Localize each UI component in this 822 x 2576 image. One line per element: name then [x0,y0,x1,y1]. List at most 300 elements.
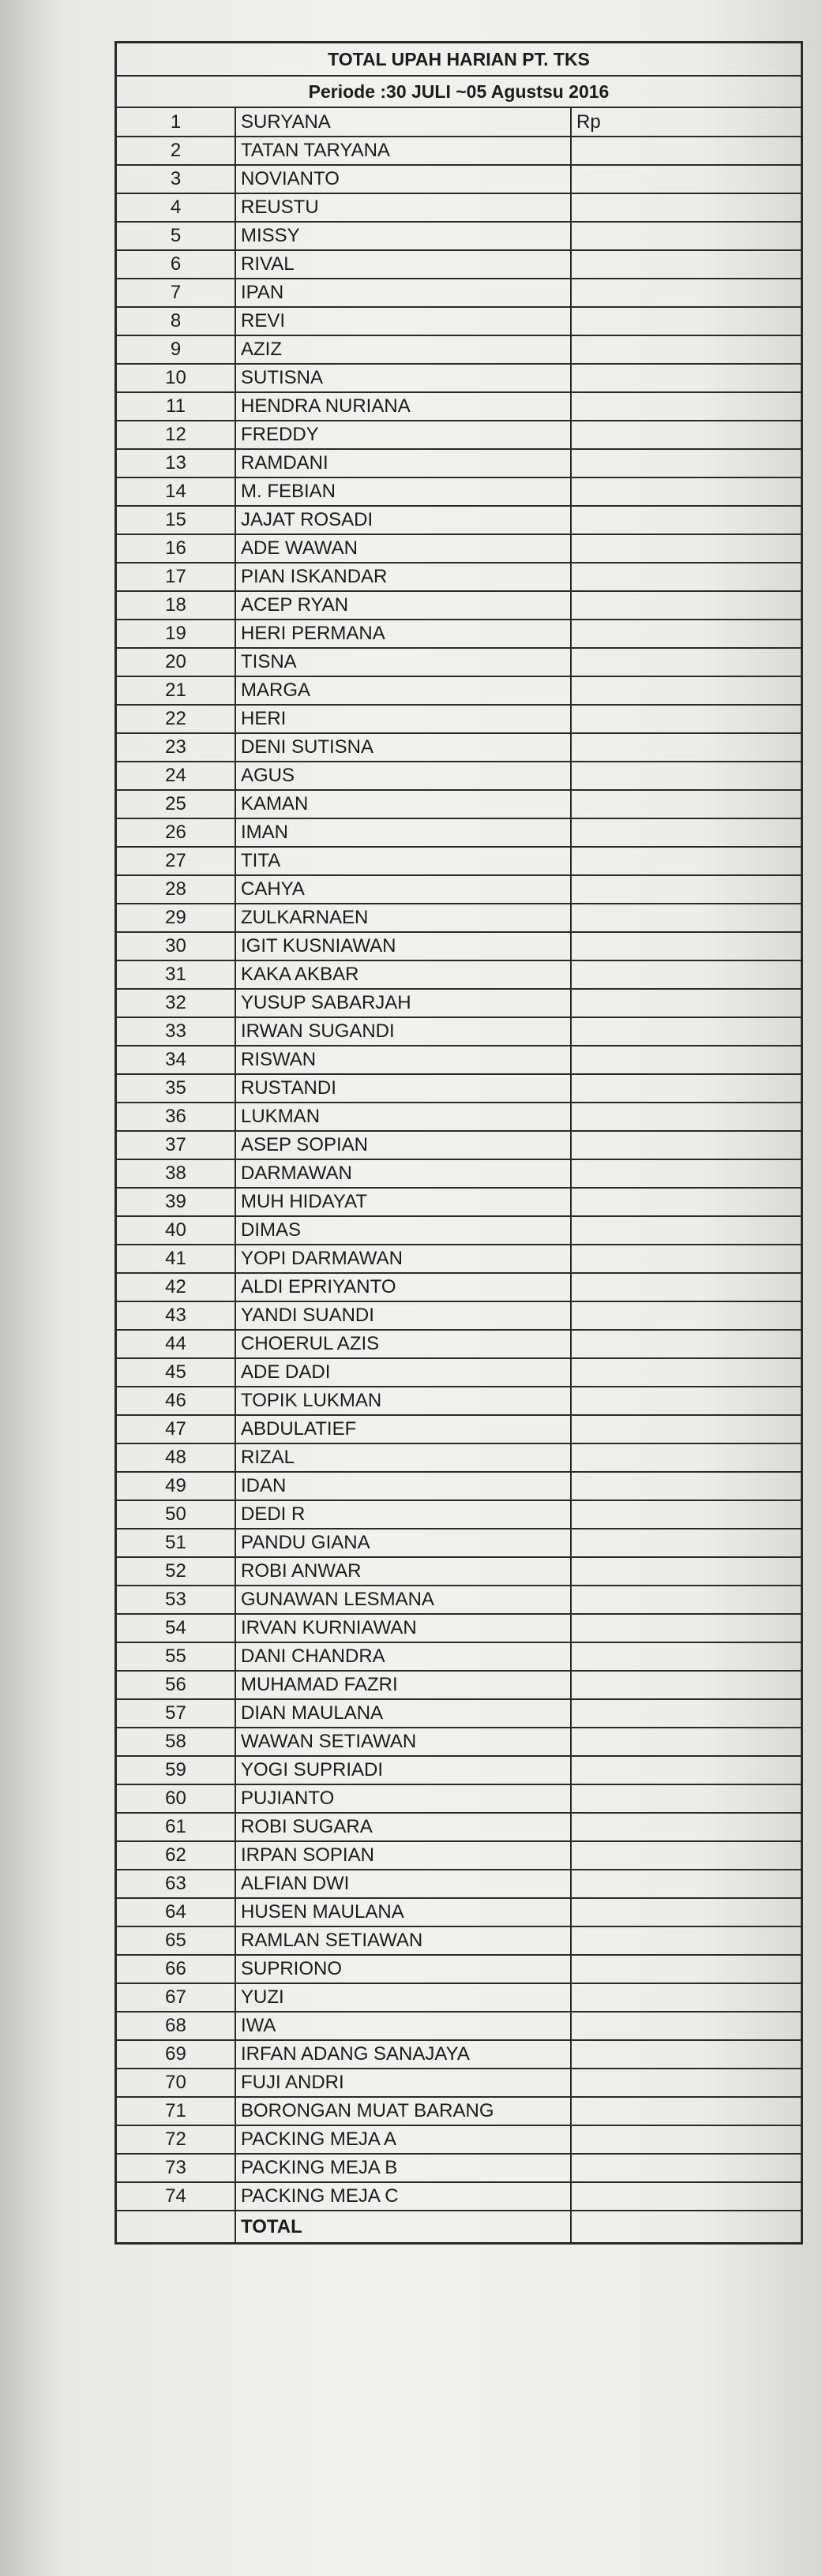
table-row [117,1557,801,1586]
employee-name: WAWAN SETIAWAN [235,1728,571,1756]
table-row [117,1955,801,1983]
employee-name: DARMAWAN [235,1159,571,1188]
employee-name: TISNA [235,648,571,676]
amount-cell [571,1017,801,1046]
employee-name: AZIZ [235,335,571,364]
amount-cell [571,165,801,193]
amount-cell [571,1614,801,1642]
employee-name: DIAN MAULANA [235,1699,571,1728]
amount-cell [571,1415,801,1443]
employee-name: HUSEN MAULANA [235,1898,571,1926]
table-row [117,2040,801,2069]
amount-cell [571,1529,801,1557]
table-row [117,1926,801,1955]
employee-name: JAJAT ROSADI [235,506,571,534]
table-row [117,705,801,733]
table-row [117,1784,801,1813]
row-number: 41 [117,1245,235,1273]
row-number: 61 [117,1813,235,1841]
table-row [117,676,801,705]
employee-name: PACKING MEJA A [235,2125,571,2154]
amount-cell [571,279,801,307]
amount-cell [571,2154,801,2182]
table-row [117,2012,801,2040]
table-row [117,1699,801,1728]
row-number: 50 [117,1500,235,1529]
table-row [117,222,801,250]
table-row [117,2154,801,2182]
amount-cell: Rp [571,108,801,137]
total-amount-cell [571,2211,801,2242]
period-label: Periode :30 JULI ~05 Agustsu 2016 [117,77,801,108]
row-number: 24 [117,762,235,790]
amount-cell [571,932,801,960]
amount-cell [571,1273,801,1301]
amount-cell [571,364,801,392]
amount-cell [571,1784,801,1813]
row-number: 54 [117,1614,235,1642]
amount-cell [571,847,801,875]
table-row [117,1756,801,1784]
table-row [117,847,801,875]
row-number: 12 [117,421,235,449]
amount-cell [571,1188,801,1216]
amount-cell [571,705,801,733]
amount-cell [571,137,801,165]
amount-cell [571,620,801,648]
employee-name: YOPI DARMAWAN [235,1245,571,1273]
table-row [117,620,801,648]
row-number: 21 [117,676,235,705]
row-number: 26 [117,818,235,847]
amount-cell [571,2125,801,2154]
employee-name: M. FEBIAN [235,477,571,506]
amount-cell [571,1074,801,1103]
row-number: 66 [117,1955,235,1983]
table-row [117,421,801,449]
amount-cell [571,1103,801,1131]
employee-name: SURYANA [235,108,571,137]
amount-cell [571,1870,801,1898]
employee-name: TOPIK LUKMAN [235,1387,571,1415]
table-row [117,1188,801,1216]
amount-cell [571,818,801,847]
amount-cell [571,676,801,705]
employee-name: KAMAN [235,790,571,818]
employee-name: RISWAN [235,1046,571,1074]
row-number: 32 [117,989,235,1017]
table-row [117,932,801,960]
amount-cell [571,1046,801,1074]
employee-name: HERI PERMANA [235,620,571,648]
table-row [117,506,801,534]
row-number: 63 [117,1870,235,1898]
row-number: 52 [117,1557,235,1586]
row-number: 6 [117,250,235,279]
employee-name: YANDI SUANDI [235,1301,571,1330]
table-row [117,1586,801,1614]
wage-table-sheet [114,41,803,2245]
row-number: 39 [117,1188,235,1216]
row-number: 55 [117,1642,235,1671]
table-row [117,165,801,193]
employee-name: DANI CHANDRA [235,1642,571,1671]
row-number: 18 [117,591,235,620]
amount-cell [571,1159,801,1188]
employee-name: ADE WAWAN [235,534,571,563]
total-blank-cell [117,2211,235,2242]
amount-cell [571,875,801,904]
table-row [117,1387,801,1415]
amount-cell [571,1131,801,1159]
document-title: TOTAL UPAH HARIAN PT. TKS [117,43,801,77]
table-row [117,449,801,477]
row-number: 29 [117,904,235,932]
employee-name: TATAN TARYANA [235,137,571,165]
table-row [117,1983,801,2012]
amount-cell [571,307,801,335]
table-row [117,1046,801,1074]
table-row [117,1841,801,1870]
row-number: 30 [117,932,235,960]
employee-name: IRVAN KURNIAWAN [235,1614,571,1642]
amount-cell [571,1728,801,1756]
amount-cell [571,1443,801,1472]
employee-name: PUJIANTO [235,1784,571,1813]
row-number: 40 [117,1216,235,1245]
employee-name: RIVAL [235,250,571,279]
table-row [117,279,801,307]
amount-cell [571,2097,801,2125]
employee-name: GUNAWAN LESMANA [235,1586,571,1614]
row-number: 34 [117,1046,235,1074]
row-number: 25 [117,790,235,818]
amount-cell [571,449,801,477]
table-row [117,1529,801,1557]
row-number: 68 [117,2012,235,2040]
amount-cell [571,2182,801,2211]
employee-name: ALDI EPRIYANTO [235,1273,571,1301]
row-number: 36 [117,1103,235,1131]
amount-cell [571,1387,801,1415]
table-row [117,989,801,1017]
employee-name: REVI [235,307,571,335]
amount-cell [571,1642,801,1671]
table-row [117,563,801,591]
employee-name: ADE DADI [235,1358,571,1387]
employee-name: IRPAN SOPIAN [235,1841,571,1870]
row-number: 17 [117,563,235,591]
employee-name: ASEP SOPIAN [235,1131,571,1159]
table-row [117,1443,801,1472]
amount-cell [571,790,801,818]
employee-name: LUKMAN [235,1103,571,1131]
row-number: 59 [117,1756,235,1784]
row-number: 65 [117,1926,235,1955]
table-row [117,904,801,932]
amount-cell [571,2012,801,2040]
table-row [117,1216,801,1245]
amount-cell [571,904,801,932]
employee-name: ROBI ANWAR [235,1557,571,1586]
row-number: 33 [117,1017,235,1046]
amount-cell [571,1699,801,1728]
table-row [117,762,801,790]
employee-name: DEDI R [235,1500,571,1529]
total-row [117,2211,801,2242]
employee-name: ALFIAN DWI [235,1870,571,1898]
employee-name: RUSTANDI [235,1074,571,1103]
table-row [117,1245,801,1273]
amount-cell [571,1671,801,1699]
row-number: 1 [117,108,235,137]
row-number: 70 [117,2069,235,2097]
employee-name: DIMAS [235,1216,571,1245]
row-number: 5 [117,222,235,250]
employee-name: CAHYA [235,875,571,904]
row-number: 27 [117,847,235,875]
table-row [117,733,801,762]
row-number: 60 [117,1784,235,1813]
row-number: 44 [117,1330,235,1358]
employee-name: HERI [235,705,571,733]
amount-cell [571,1955,801,1983]
employee-name: YUSUP SABARJAH [235,989,571,1017]
employee-name: YUZI [235,1983,571,2012]
amount-cell [571,1926,801,1955]
wage-table-body [117,108,801,2242]
row-number: 19 [117,620,235,648]
employee-name: BORONGAN MUAT BARANG [235,2097,571,2125]
table-row [117,1159,801,1188]
row-number: 20 [117,648,235,676]
amount-cell [571,989,801,1017]
employee-name: IRWAN SUGANDI [235,1017,571,1046]
row-number: 67 [117,1983,235,2012]
employee-name: SUTISNA [235,364,571,392]
row-number: 74 [117,2182,235,2211]
amount-cell [571,1301,801,1330]
row-number: 47 [117,1415,235,1443]
row-number: 48 [117,1443,235,1472]
employee-name: ACEP RYAN [235,591,571,620]
table-row [117,1273,801,1301]
row-number: 37 [117,1131,235,1159]
amount-cell [571,733,801,762]
row-number: 4 [117,193,235,222]
employee-name: ROBI SUGARA [235,1813,571,1841]
row-number: 31 [117,960,235,989]
employee-name: MUH HIDAYAT [235,1188,571,1216]
table-row [117,1358,801,1387]
employee-name: FREDDY [235,421,571,449]
row-number: 73 [117,2154,235,2182]
amount-cell [571,193,801,222]
amount-cell [571,1472,801,1500]
amount-cell [571,1898,801,1926]
row-number: 46 [117,1387,235,1415]
table-row [117,2097,801,2125]
table-row [117,818,801,847]
amount-cell [571,477,801,506]
amount-cell [571,1358,801,1387]
row-number: 62 [117,1841,235,1870]
employee-name: PACKING MEJA C [235,2182,571,2211]
amount-cell [571,1245,801,1273]
row-number: 15 [117,506,235,534]
table-row [117,875,801,904]
row-number: 7 [117,279,235,307]
amount-cell [571,2040,801,2069]
amount-cell [571,506,801,534]
amount-cell [571,563,801,591]
table-row [117,307,801,335]
table-row [117,1074,801,1103]
table-row [117,2125,801,2154]
employee-name: IRFAN ADANG SANAJAYA [235,2040,571,2069]
employee-name: IMAN [235,818,571,847]
table-row [117,1500,801,1529]
table-row [117,1330,801,1358]
row-number: 56 [117,1671,235,1699]
employee-name: DENI SUTISNA [235,733,571,762]
employee-name: ABDULATIEF [235,1415,571,1443]
row-number: 9 [117,335,235,364]
row-number: 51 [117,1529,235,1557]
employee-name: TITA [235,847,571,875]
row-number: 64 [117,1898,235,1926]
table-row [117,1870,801,1898]
table-row [117,960,801,989]
amount-cell [571,2069,801,2097]
amount-cell [571,591,801,620]
amount-cell [571,648,801,676]
table-row [117,1131,801,1159]
employee-name: PANDU GIANA [235,1529,571,1557]
employee-name: RIZAL [235,1443,571,1472]
employee-name: RAMDANI [235,449,571,477]
table-row [117,364,801,392]
employee-name: REUSTU [235,193,571,222]
row-number: 3 [117,165,235,193]
amount-cell [571,250,801,279]
row-number: 58 [117,1728,235,1756]
amount-cell [571,1500,801,1529]
employee-name: HENDRA NURIANA [235,392,571,421]
row-number: 8 [117,307,235,335]
amount-cell [571,222,801,250]
row-number: 72 [117,2125,235,2154]
table-row [117,1472,801,1500]
table-row [117,335,801,364]
employee-name: KAKA AKBAR [235,960,571,989]
table-row [117,1898,801,1926]
row-number: 16 [117,534,235,563]
amount-cell [571,1813,801,1841]
amount-cell [571,335,801,364]
row-number: 10 [117,364,235,392]
row-number: 14 [117,477,235,506]
amount-cell [571,392,801,421]
table-row [117,591,801,620]
employee-name: IGIT KUSNIAWAN [235,932,571,960]
employee-name: IPAN [235,279,571,307]
row-number: 49 [117,1472,235,1500]
table-row [117,1671,801,1699]
amount-cell [571,421,801,449]
employee-name: CHOERUL AZIS [235,1330,571,1358]
row-number: 23 [117,733,235,762]
row-number: 57 [117,1699,235,1728]
row-number: 28 [117,875,235,904]
table-row [117,790,801,818]
row-number: 53 [117,1586,235,1614]
employee-name: AGUS [235,762,571,790]
employee-name: YOGI SUPRIADI [235,1756,571,1784]
row-number: 45 [117,1358,235,1387]
table-row [117,1017,801,1046]
employee-name: PACKING MEJA B [235,2154,571,2182]
table-row [117,1728,801,1756]
row-number: 69 [117,2040,235,2069]
employee-name: RAMLAN SETIAWAN [235,1926,571,1955]
table-row [117,1614,801,1642]
amount-cell [571,1586,801,1614]
table-row [117,1642,801,1671]
employee-name: MUHAMAD FAZRI [235,1671,571,1699]
amount-cell [571,960,801,989]
wage-table [117,108,801,2242]
row-number: 38 [117,1159,235,1188]
employee-name: ZULKARNAEN [235,904,571,932]
table-row [117,1415,801,1443]
employee-name: SUPRIONO [235,1955,571,1983]
employee-name: FUJI ANDRI [235,2069,571,2097]
row-number: 2 [117,137,235,165]
amount-cell [571,1841,801,1870]
employee-name: MISSY [235,222,571,250]
amount-cell [571,762,801,790]
row-number: 42 [117,1273,235,1301]
employee-name: IDAN [235,1472,571,1500]
row-number: 43 [117,1301,235,1330]
table-row [117,648,801,676]
employee-name: PIAN ISKANDAR [235,563,571,591]
amount-cell [571,1983,801,2012]
table-row [117,1103,801,1131]
table-row [117,2182,801,2211]
amount-cell [571,534,801,563]
employee-name: MARGA [235,676,571,705]
row-number: 11 [117,392,235,421]
table-row [117,392,801,421]
table-row [117,1813,801,1841]
table-row [117,2069,801,2097]
amount-cell [571,1557,801,1586]
row-number: 35 [117,1074,235,1103]
row-number: 13 [117,449,235,477]
employee-name: IWA [235,2012,571,2040]
table-row [117,1301,801,1330]
amount-cell [571,1216,801,1245]
table-row [117,250,801,279]
table-row [117,477,801,506]
employee-name: NOVIANTO [235,165,571,193]
table-row [117,534,801,563]
amount-cell [571,1756,801,1784]
total-label: TOTAL [235,2211,571,2242]
amount-cell [571,1330,801,1358]
